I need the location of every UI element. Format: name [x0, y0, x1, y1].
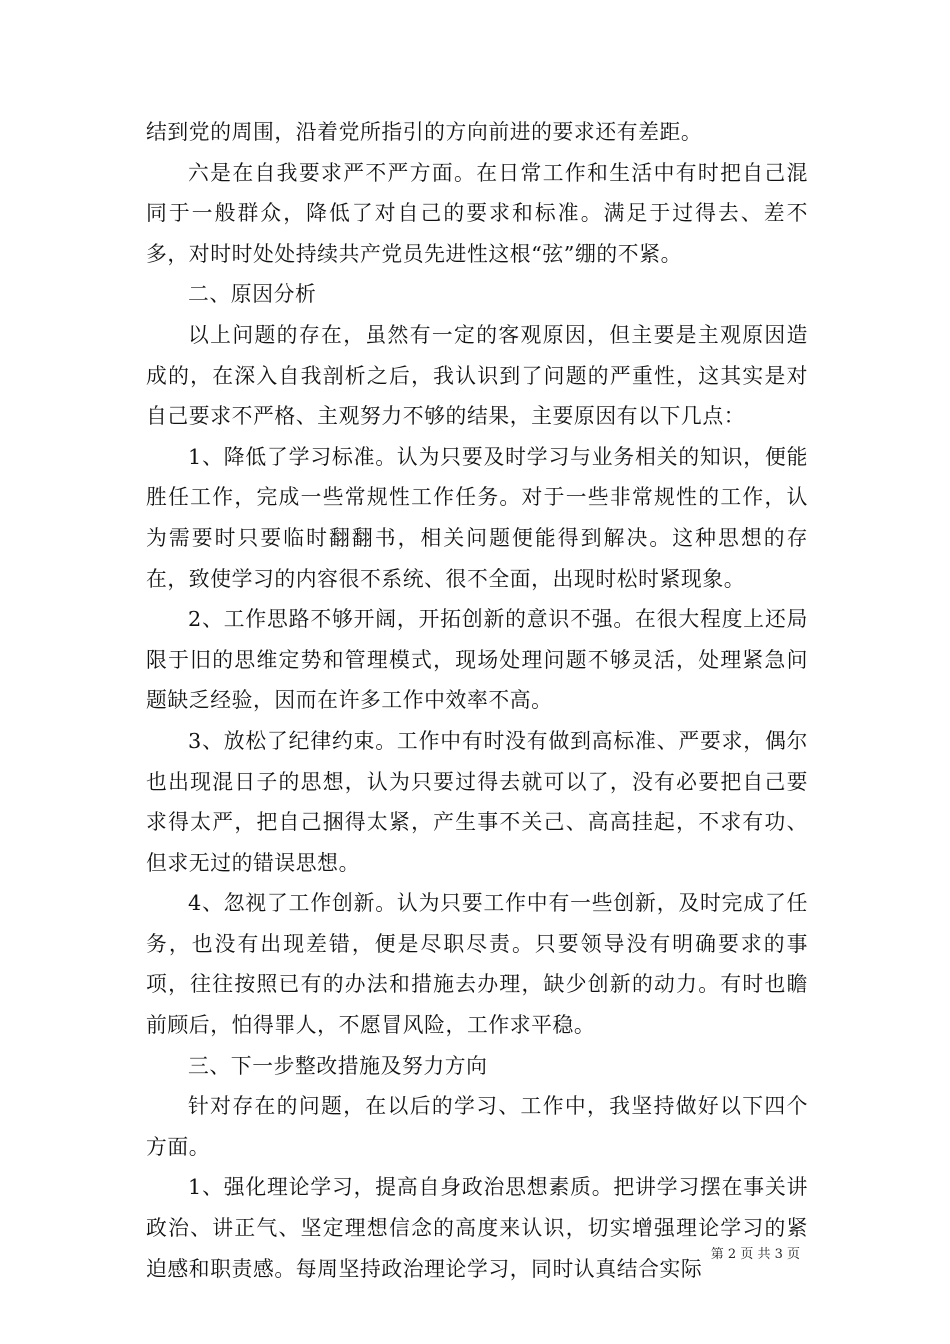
document-body: [146, 112, 808, 1289]
paragraph-cause-1: 1、降低了学习标准。认为只要及时学习与业务相关的知识，便能胜任工作，完成一些常规性工作任务。对于一些非常规性的工作，认为需要时只要临时翻翻书，相关问题便能得到解决。这种思想的存在，致使学习的内容很不系统、很不全面，出现时松时紧现象。: [146, 444, 808, 591]
section-heading-rectification: 三、下一步整改措施及努力方向: [188, 1053, 488, 1078]
paragraph-rectification-intro: 针对存在的问题，在以后的学习、工作中，我坚持做好以下四个方面。: [146, 1094, 808, 1159]
paragraph-cause-4: 4、忽视了工作创新。认为只要工作中有一些创新，及时完成了任务，也没有出现差错，便是尽职尽责。只要领导没有明确要求的事项，往往按照已有的办法和措施去办理，缺少创新的动力。有时也瞻前顾后，怕得罪人，不愿冒风险，工作求平稳。: [146, 891, 808, 1038]
paragraph-continuation: 结到党的周围，沿着党所指引的方向前进的要求还有差距。: [146, 120, 703, 144]
paragraph-cause-intro: 以上问题的存在，虽然有一定的客观原因，但主要是主观原因造成的，在深入自我剖析之后，我认识到了问题的严重性，这其实是对自己要求不严格、主观努力不够的结果，主要原因有以下几点：: [146, 322, 808, 429]
paragraph-measure-1: 1、强化理论学习，提高自身政治思想素质。把讲学习摆在事关讲政治、讲正气、坚定理想信念的高度来认识，切实增强理论学习的紧迫感和职责感。每周坚持政治理论学习，同时认真结合实际: [146, 1175, 808, 1281]
page-number-label: 第 2 页 共 3 页: [710, 1247, 800, 1262]
paragraph-cause-2: 2、工作思路不够开阔，开拓创新的意识不强。在很大程度上还局限于旧的思维定势和管理模式，现场处理问题不够灵活，处理紧急问题缺乏经验，因而在许多工作中效率不高。: [146, 607, 808, 713]
section-heading-cause-analysis: 二、原因分析: [188, 282, 317, 307]
page-footer: [0, 1243, 950, 1263]
paragraph-self-requirement: 六是在自我要求严不严方面。在日常工作和生活中有时把自己混同于一般群众，降低了对自己的要求和标准。满足于过得去、差不多，对时时处处持续共产党员先进性这根“弦”绷的不紧。: [146, 160, 808, 266]
paragraph-cause-3: 3、放松了纪律约束。工作中有时没有做到高标准、严要求，偶尔也出现混日子的思想，认为只要过得去就可以了，没有必要把自己要求得太严，把自己捆得太紧，产生事不关己、高高挂起，不求有功、但求无过的错误思想。: [146, 728, 808, 875]
